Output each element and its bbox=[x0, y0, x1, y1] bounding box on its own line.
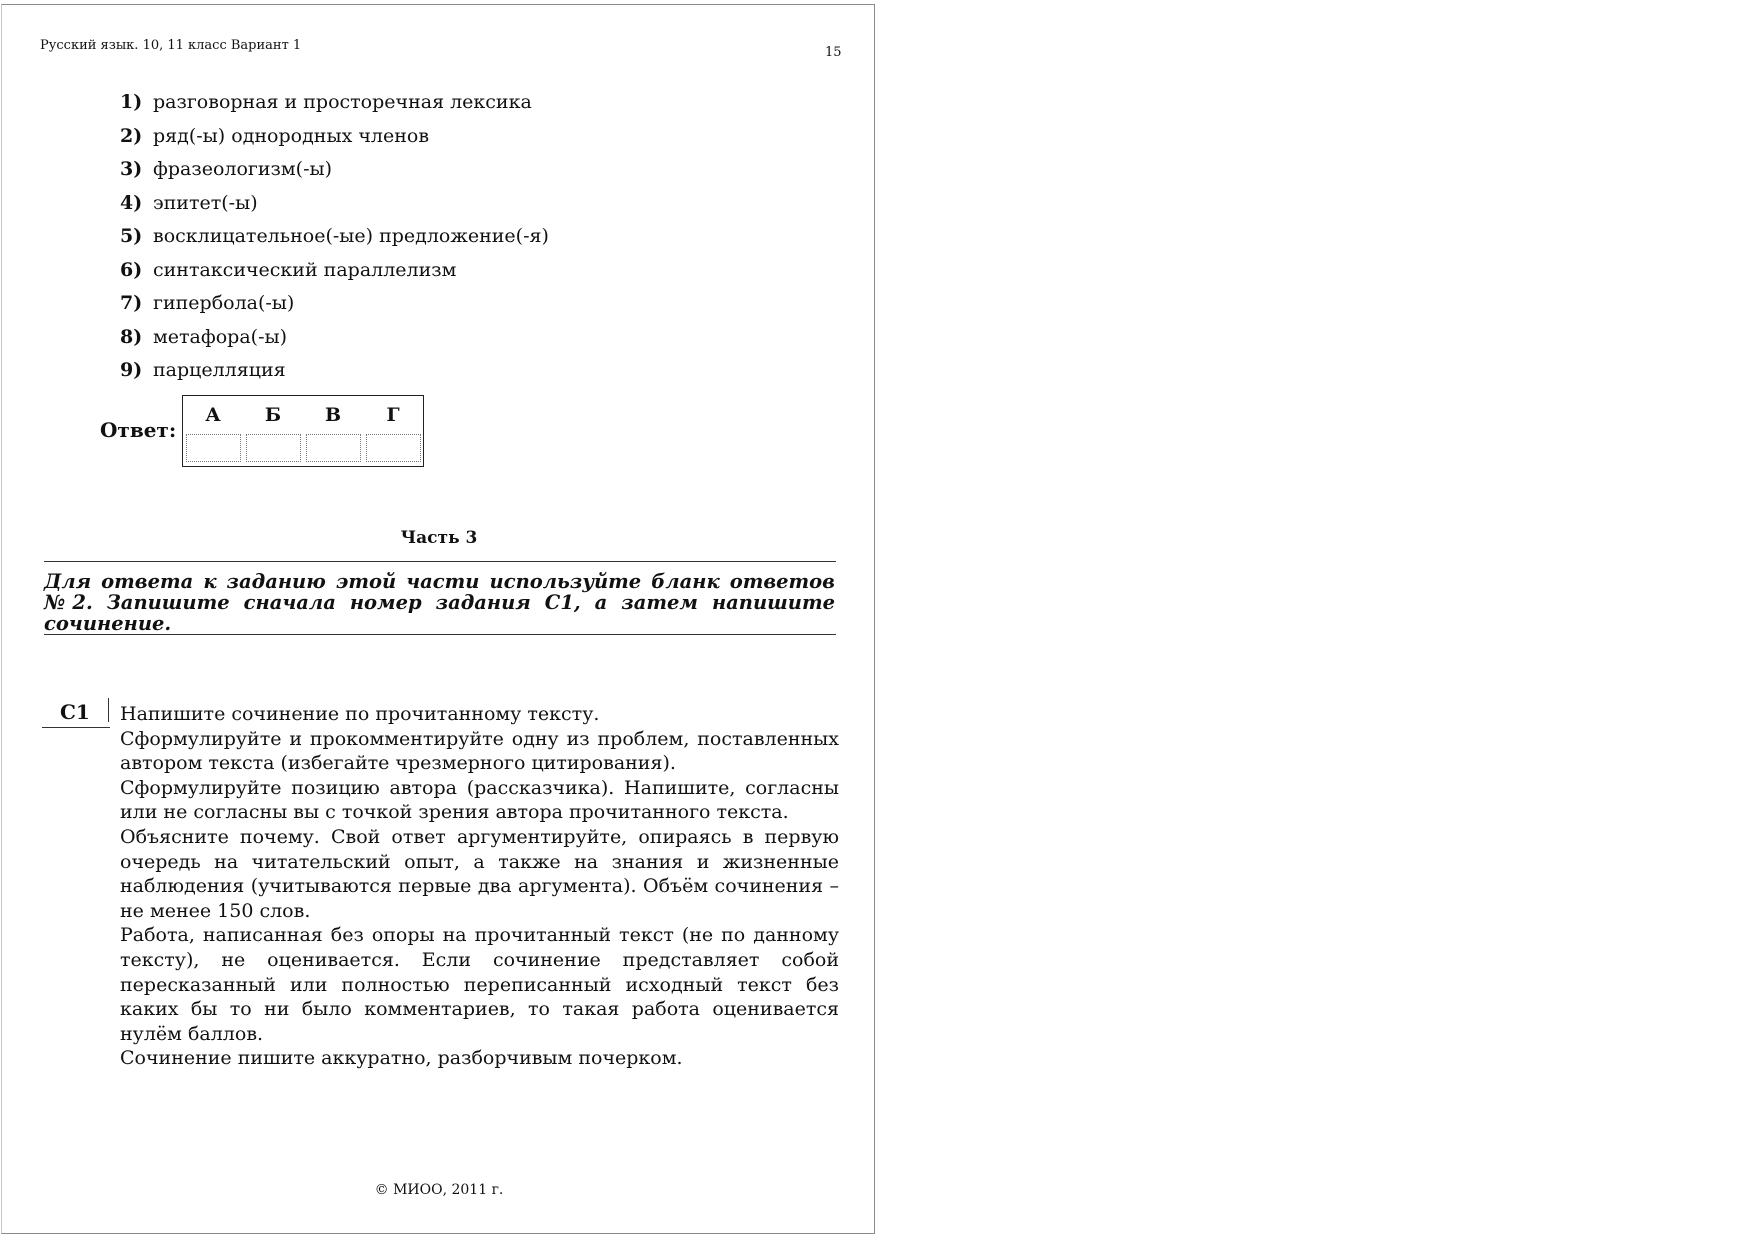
exam-page bbox=[1, 4, 875, 1234]
divider-top bbox=[44, 561, 836, 562]
page-number: 15 bbox=[825, 45, 842, 60]
option-number: 8) bbox=[120, 325, 143, 348]
answer-grid bbox=[182, 395, 424, 467]
task-id: С1 bbox=[60, 700, 90, 724]
task-paragraph: Работа, написанная без опоры на прочитанный текст (не по данному тексту), не оценивается. Если сочинение представляет собой пересказанный или полностью переписанный исходный текст без каких бы то ни было комментариев, то такая работа оценивается нулём баллов. bbox=[120, 924, 839, 1045]
option-text: метафора(-ы) bbox=[153, 325, 288, 348]
option-number: 4) bbox=[120, 191, 143, 214]
answer-column-header: В bbox=[324, 404, 342, 426]
part-title: Часть 3 bbox=[400, 528, 478, 548]
option-number: 3) bbox=[120, 158, 143, 180]
task-paragraph: Напишите сочинение по прочитанному тексту. bbox=[120, 703, 600, 725]
option-number: 7) bbox=[120, 292, 143, 314]
option-item bbox=[120, 259, 549, 293]
option-text: фразеологизм(-ы) bbox=[153, 158, 333, 180]
option-text: ряд(-ы) однородных членов bbox=[153, 124, 430, 147]
answer-label: Ответ: bbox=[100, 418, 177, 442]
option-number: 1) bbox=[120, 91, 143, 113]
option-text: разговорная и просторечная лексика bbox=[153, 91, 532, 113]
option-number: 5) bbox=[120, 225, 143, 247]
divider-bottom bbox=[44, 634, 836, 635]
answer-options-list bbox=[120, 91, 549, 393]
option-text: эпитет(-ы) bbox=[153, 191, 258, 214]
answer-cell-v[interactable] bbox=[306, 434, 361, 462]
option-item bbox=[120, 292, 549, 326]
answer-column-header: А bbox=[205, 404, 221, 426]
part-instruction: Для ответа к заданию этой части используйте бланк ответов №2. Запишите сначала номер задания С1, а затем напишите сочинение. bbox=[44, 570, 835, 635]
option-number: 9) bbox=[120, 359, 143, 381]
option-item bbox=[120, 158, 549, 192]
option-item bbox=[120, 326, 549, 360]
option-number: 6) bbox=[120, 258, 143, 281]
copyright-footer: © МИОО, 2011 г. bbox=[374, 1182, 504, 1198]
option-text: синтаксический параллелизм bbox=[153, 258, 457, 281]
task-paragraph: Объясните почему. Свой ответ аргументируйте, опираясь в первую очередь на читательский опыт, а также на знания и жизненные наблюдения (учитываются первые два аргумента). Объём сочинения – не менее 150 слов. bbox=[120, 825, 839, 922]
task-paragraph: Сформулируйте и прокомментируйте одну из проблем, поставленных автором текста (избегайте чрезмерного цитирования). bbox=[120, 727, 839, 775]
answer-column-header: Б bbox=[264, 404, 282, 426]
option-item bbox=[120, 359, 549, 393]
answer-cell-b[interactable] bbox=[246, 434, 301, 462]
answer-cell-g[interactable] bbox=[366, 434, 421, 462]
option-item bbox=[120, 91, 549, 125]
option-text: восклицательное(-ые) предложение(-я) bbox=[153, 225, 549, 247]
task-id-separator bbox=[108, 698, 109, 722]
option-text: парцелляция bbox=[153, 359, 286, 381]
task-paragraph: Сформулируйте позицию автора (рассказчика). Напишите, согласны или не согласны вы с точкой зрения автора прочитанного текста. bbox=[120, 776, 839, 824]
option-text: гипербола(-ы) bbox=[153, 292, 295, 314]
answer-cell-a[interactable] bbox=[186, 434, 241, 462]
running-header: Русский язык. 10, 11 класс Вариант 1 bbox=[40, 38, 302, 53]
option-number: 2) bbox=[120, 124, 143, 147]
task-id-underline bbox=[42, 727, 110, 728]
answer-column-header: Г bbox=[386, 404, 400, 426]
task-paragraph: Сочинение пишите аккуратно, разборчивым почерком. bbox=[120, 1047, 683, 1070]
option-item bbox=[120, 125, 549, 159]
task-body bbox=[120, 702, 839, 1071]
option-item bbox=[120, 225, 549, 259]
option-item bbox=[120, 192, 549, 226]
